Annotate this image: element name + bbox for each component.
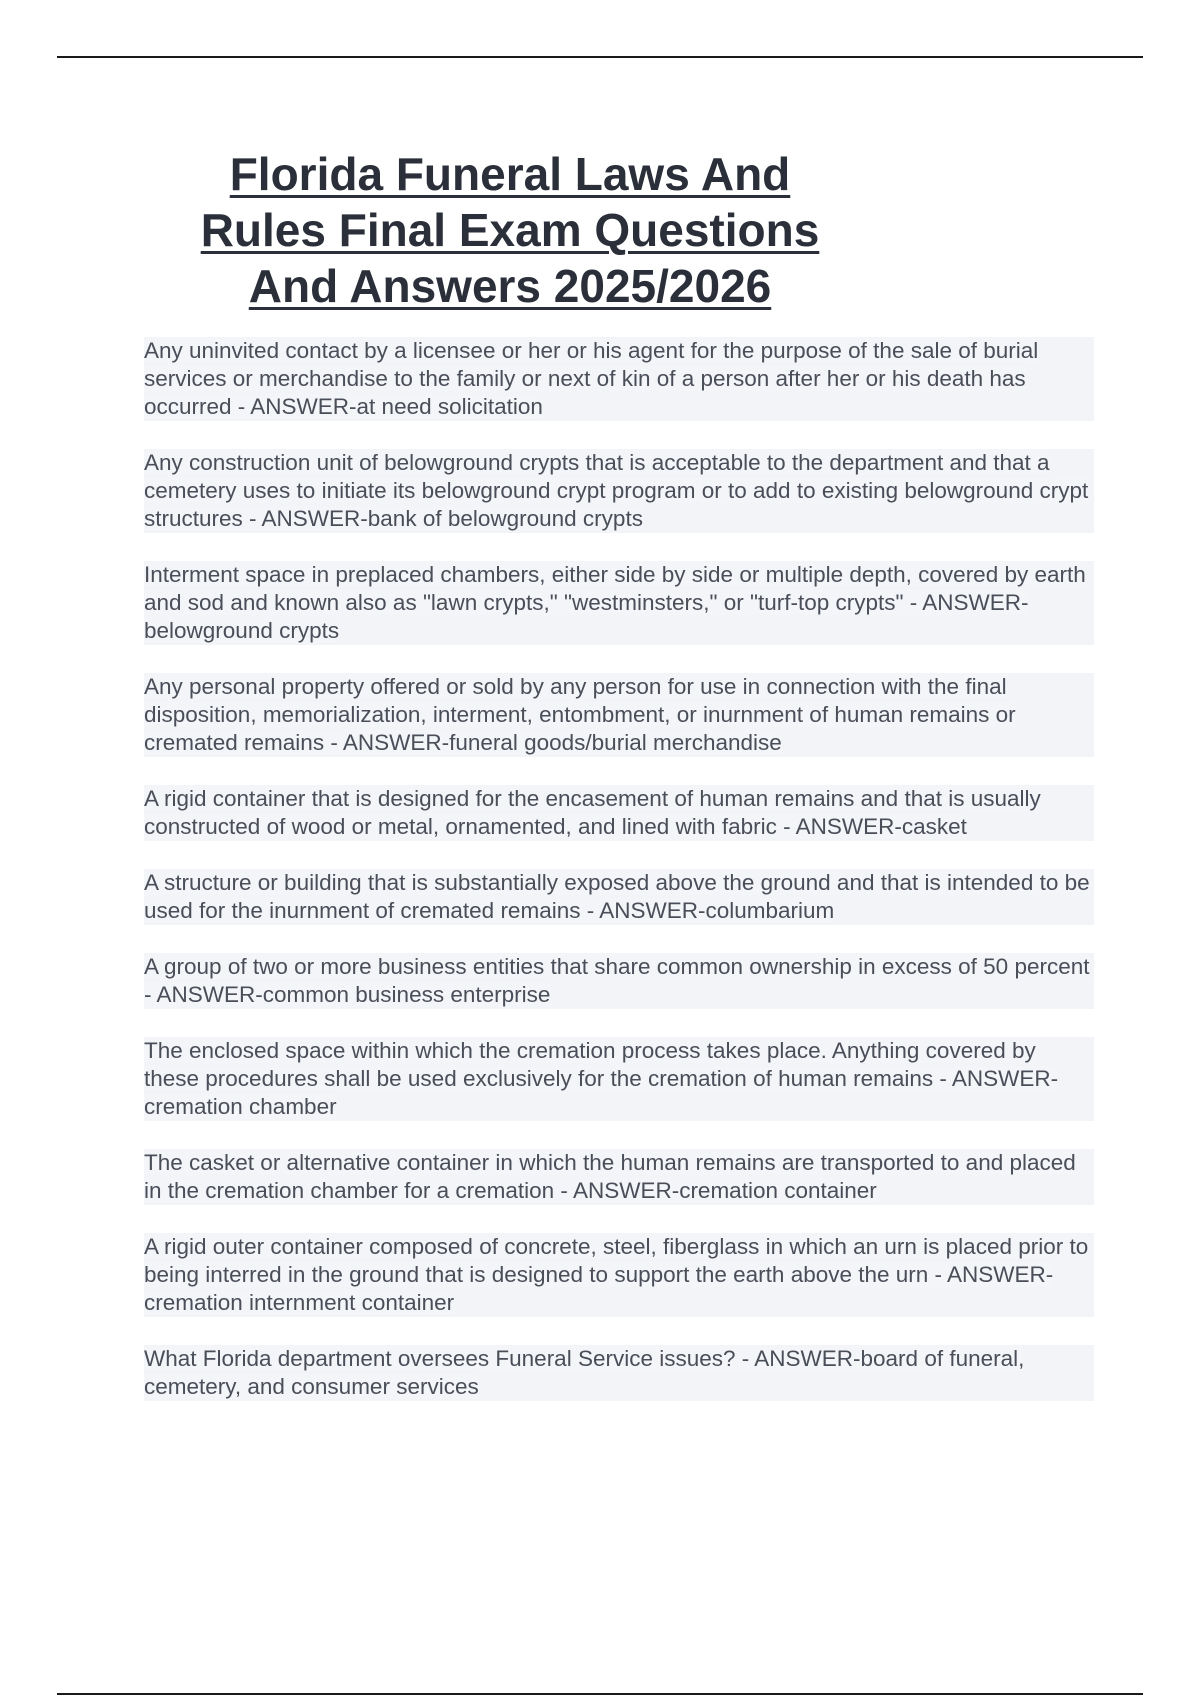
qa-item (144, 869, 1094, 925)
qa-text: A group of two or more business entities that share common ownership in excess of 50 percent - ANSWER-common business enterprise (144, 954, 1090, 1007)
title-line-1: Florida Funeral Laws And (229, 148, 791, 200)
qa-text: A rigid outer container composed of concrete, steel, fiberglass in which an urn is placed prior to being interred in the ground that is designed to support the earth above the urn - ANSWER-cremation internment container (144, 1234, 1089, 1315)
qa-item (144, 1149, 1094, 1205)
bottom-divider (57, 1693, 1143, 1695)
qa-item (144, 1345, 1094, 1401)
document-title (160, 146, 860, 314)
qa-item (144, 337, 1094, 421)
qa-text: The enclosed space within which the cremation process takes place. Anything covered by these procedures shall be used exclusively for the cremation of human remains - ANSWER-cremation chamber (144, 1038, 1059, 1119)
qa-text: The casket or alternative container in which the human remains are transported to and placed in the cremation chamber for a cremation - ANSWER-cremation container (144, 1150, 1076, 1203)
title-line-3: And Answers 2025/2026 (248, 260, 772, 312)
top-divider (57, 56, 1143, 58)
qa-text: Any uninvited contact by a licensee or her or his agent for the purpose of the sale of burial services or merchandise to the family or next of kin of a person after her or his death has occurred - ANSWER-at need solicitation (144, 338, 1039, 419)
qa-item (144, 953, 1094, 1009)
qa-text: Any construction unit of belowground crypts that is acceptable to the department and that a cemetery uses to initiate its belowground crypt program or to add to existing belowground crypt structures - ANSWER-bank of belowground crypts (144, 450, 1089, 531)
title-line-2: Rules Final Exam Questions (200, 204, 820, 256)
qa-item (144, 673, 1094, 757)
qa-item (144, 785, 1094, 841)
qa-text: What Florida department oversees Funeral Service issues? - ANSWER-board of funeral, cemetery, and consumer services (144, 1346, 1025, 1399)
qa-text: A rigid container that is designed for the encasement of human remains and that is usually constructed of wood or metal, ornamented, and lined with fabric - ANSWER-casket (144, 786, 1041, 839)
qa-list (144, 337, 1094, 1429)
qa-text: Any personal property offered or sold by any person for use in connection with the final disposition, memorialization, interment, entombment, or inurnment of human remains or cremated remains - ANSWER-funeral goods/burial merchandise (144, 674, 1016, 755)
qa-text: A structure or building that is substantially exposed above the ground and that is intended to be used for the inurnment of cremated remains - ANSWER-columbarium (144, 870, 1090, 923)
qa-text: Interment space in preplaced chambers, either side by side or multiple depth, covered by earth and sod and known also as "lawn crypts," "westminsters," or "turf-top crypts" - ANSWER-belowground crypts (144, 562, 1086, 643)
qa-item (144, 1037, 1094, 1121)
qa-item (144, 561, 1094, 645)
qa-item (144, 449, 1094, 533)
qa-item (144, 1233, 1094, 1317)
